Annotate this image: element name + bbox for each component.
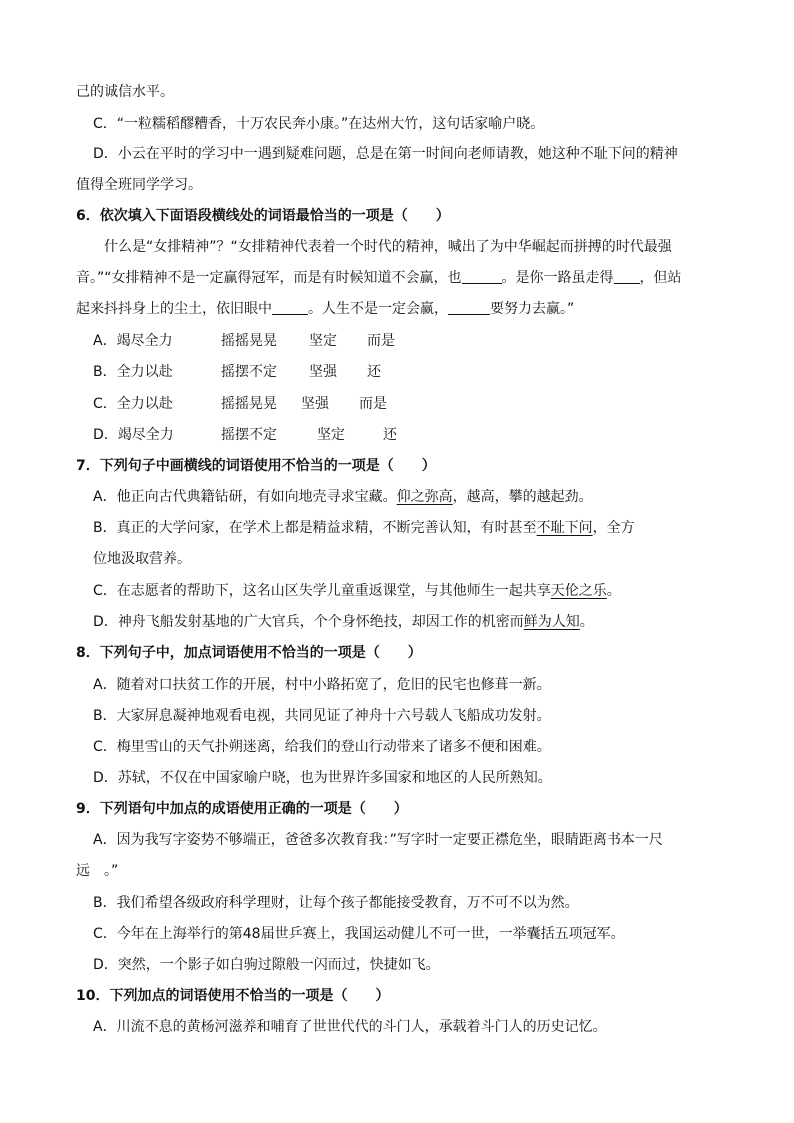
q10-option-a: A．川流不息的黄杨河滋养和哺育了世世代代的斗门人，承载着斗门人的历史记忆。	[93, 1019, 607, 1035]
q6-option-a: A．竭尽全力 摇摇晃晃 坚定 而是	[93, 333, 395, 349]
q7-option-a: A．他正向古代典籍钻研，有如向地壳寻求宝藏。仰之弥高，越高，攀的越起劲。	[93, 489, 593, 505]
q8-stem: 8．下列句子中，加点词语使用不恰当的一项是（ ）	[76, 645, 422, 661]
q9-option-a: A．因为我写字姿势不够端正，爸爸多次教育我：”写字时一定要正襟危坐，眼睛距离书本一尺	[93, 832, 663, 848]
q8-option-c: C．梅里雪山的天气扑朔迷离，给我们的登山行动带来了诸多不便和困难。	[93, 739, 551, 755]
underlined-phrase: 鲜为人知	[523, 614, 580, 630]
q6-passage-line	[76, 299, 574, 319]
q6-passage-line: 什么是“女排精神”？“女排精神代表着一个时代的精神，喊出了为中华崛起而拼搏的时代最强	[104, 239, 672, 255]
passage-text: 。是你一路虽走得	[501, 270, 614, 286]
text-line: 己的诚信水平。	[76, 84, 174, 100]
fill-blank	[614, 269, 640, 284]
q7-option-c: C．在志愿者的帮助下，这名山区失学儿童重返课堂，与其他师生一起共享天伦之乐。	[93, 583, 621, 599]
q9-option-b: B．我们希望各级政府科学理财，让每个孩子都能接受教育，万不可不以为然。	[93, 895, 579, 911]
fill-blank	[272, 300, 308, 315]
q6-option-d: D．竭尽全力 摇摆不定 坚定 还	[93, 427, 397, 443]
q6-option-c: C．全力以赴 摇摇晃晃 坚强 而是	[93, 396, 387, 412]
q9-stem: 9．下列语句中加点的成语使用正确的一项是（ ）	[76, 801, 408, 817]
passage-text: 音。”“女排精神不是一定赢得冠军，而是有时候知道不会赢，也	[76, 270, 462, 286]
q8-option-a: A．随着对口扶贫工作的开展，村中小路拓宽了，危旧的民宅也修葺一新。	[93, 677, 551, 693]
q9-option-c: C．今年在上海举行的第48届世乒赛上，我国运动健儿不可一世，一举囊括五项冠军。	[93, 926, 625, 942]
q6-passage-line	[76, 268, 682, 288]
underlined-phrase: 仰之弥高	[396, 489, 453, 505]
passage-text: ，但站	[639, 270, 682, 286]
q7-option-d: D．神舟飞船发射基地的广大官兵，个个身怀绝技，却因工作的机密而鲜为人知。	[93, 614, 594, 630]
q6-stem: 6．依次填入下面语段横线处的词语最恰当的一项是（ ）	[76, 208, 450, 224]
passage-text: 起来抖抖身上的尘土，依旧眼中	[76, 301, 272, 317]
q5-option-c: C．“一粒糯稻醪糟香，十万农民奔小康。”在达州大竹，这句话家喻户晓。	[93, 116, 545, 132]
underlined-phrase: 不耻下问	[536, 520, 593, 536]
underlined-phrase: 天伦之乐	[550, 583, 607, 599]
q5-option-d: D．小云在平时的学习中一遇到疑难问题，总是在第一时间向老师请教，她这种不耻下问的精神	[93, 146, 678, 162]
passage-text: 要努力去赢。”	[490, 301, 575, 317]
text-line: 值得全班同学学习。	[76, 177, 202, 193]
fill-blank	[462, 269, 502, 284]
passage-text: 。人生不是一定会赢，	[308, 301, 448, 317]
q8-option-d: D．苏轼，不仅在中国家喻户晓，也为世界许多国家和地区的人民所熟知。	[93, 770, 552, 786]
q10-stem: 10．下列加点的词语使用不恰当的一项是（ ）	[76, 988, 390, 1004]
q7-option-b-cont: 位地汲取营养。	[93, 551, 191, 567]
fill-blank	[448, 300, 490, 315]
q7-option-b: B．真正的大学问家，在学术上都是精益求精，不断完善认知，有时甚至不耻下问，全方	[93, 520, 635, 536]
q8-option-b: B．大家屏息凝神地观看电视，共同见证了神舟十六号载人飞船成功发射。	[93, 708, 551, 724]
q6-option-b: B．全力以赴 摇摆不定 坚强 还	[93, 364, 381, 380]
q7-stem: 7．下列句子中画横线的词语使用不恰当的一项是（ ）	[76, 458, 436, 474]
q9-option-d: D．突然，一个影子如白驹过隙般一闪而过，快捷如飞。	[93, 957, 440, 973]
q9-option-a-cont: 远 。”	[76, 863, 119, 879]
